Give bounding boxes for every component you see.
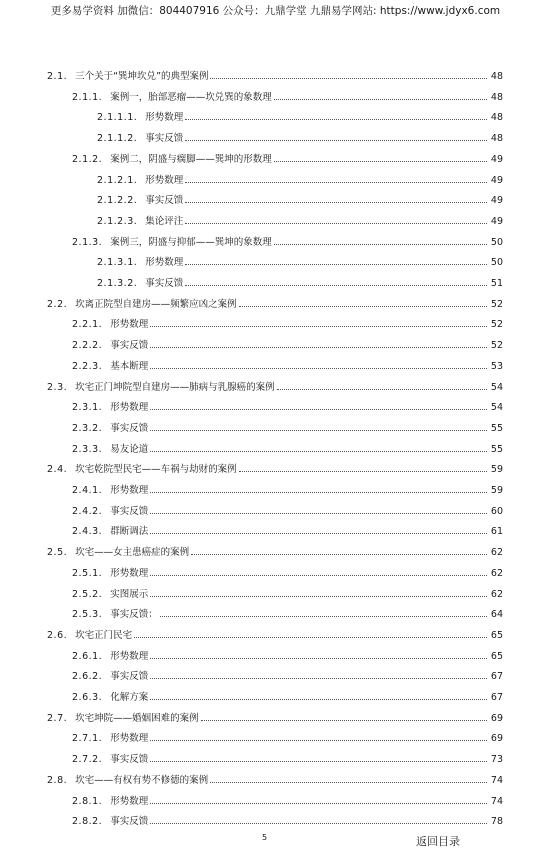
toc-entry-title: 形势数理: [110, 402, 149, 414]
toc-entry-title: 三个关于“巽坤坎兑”的典型案例: [75, 71, 209, 82]
toc-entry-title: 坎宅——有权有势不修德的案例: [75, 774, 209, 786]
toc-entry-page: 62: [490, 588, 503, 600]
toc-entry-page: 48: [490, 71, 503, 82]
toc-entry[interactable]: [97, 254, 503, 268]
toc-entry-number: 2.5.1.: [72, 567, 103, 579]
toc-entry-number: 2.1.1.1.: [97, 112, 138, 124]
toc-entry[interactable]: [72, 648, 503, 662]
toc-entry-number: 2.2.1.: [72, 319, 103, 331]
toc-entry-page: 59: [490, 485, 503, 496]
toc-entry-number: 2.7.1.: [72, 733, 103, 745]
toc-entry-number: 2.2.3.: [72, 360, 103, 372]
dot-leader: [150, 658, 487, 659]
toc-entry-number: 2.2.2.: [72, 340, 103, 352]
toc-entry[interactable]: [72, 689, 503, 703]
toc-entry-page: 67: [490, 692, 503, 703]
page-number: 5: [262, 833, 268, 842]
toc-entry[interactable]: [97, 275, 503, 289]
toc-entry-page: 69: [490, 733, 503, 745]
toc-entry-title: 形势数理: [145, 112, 184, 124]
toc-entry-page: 69: [490, 712, 503, 724]
toc-entry-title: 化解方案: [110, 692, 149, 703]
dot-leader: [150, 575, 487, 576]
toc-entry[interactable]: [72, 813, 503, 827]
dot-leader: [134, 637, 487, 638]
toc-entry-title: 形势数理: [110, 485, 149, 496]
dot-leader: [150, 513, 487, 514]
toc-entry-title: 群断调法: [110, 526, 149, 538]
toc-entry[interactable]: [97, 172, 503, 186]
toc-entry-title: 形势数理: [110, 650, 149, 662]
dot-leader: [150, 699, 487, 700]
toc-entry-number: 2.6.3.: [72, 692, 103, 703]
dot-leader: [277, 389, 487, 390]
dot-leader: [150, 740, 487, 741]
toc-entry[interactable]: [72, 399, 503, 413]
toc-entry-page: 54: [490, 402, 503, 414]
toc-entry[interactable]: [72, 606, 503, 620]
toc-entry-number: 2.4.: [47, 464, 68, 476]
toc-entry-number: 2.1.1.: [72, 91, 103, 103]
toc-entry-title: 实图展示: [110, 588, 149, 600]
page-header: 更多易学资料 加微信：804407916 公众号：九鼎学堂 九鼎易学网站: https://www.jdyx6.com: [50, 5, 501, 17]
toc-entry-number: 2.3.2.: [72, 422, 103, 434]
toc-entry-title: 事实反馈: [110, 340, 149, 352]
toc-entry-title: 形势数理: [110, 733, 149, 745]
toc-entry[interactable]: [72, 420, 503, 434]
toc-entry-title: 事实反馈：: [110, 609, 158, 621]
toc-entry-number: 2.1.2.1.: [97, 174, 138, 186]
toc-entry-page: 53: [490, 360, 503, 372]
toc-entry[interactable]: [97, 213, 503, 227]
dot-leader: [150, 533, 487, 534]
toc-entry-number: 2.3.3.: [72, 443, 103, 455]
toc-entry-title: 坎宅正门坤院型自建房——肺病与乳腺癌的案例: [75, 381, 275, 393]
dot-leader: [274, 99, 487, 100]
dot-leader: [185, 285, 487, 286]
back-to-contents-link[interactable]: 返回目录: [416, 835, 460, 848]
toc-entry[interactable]: [72, 151, 503, 165]
toc-entry-title: 易友论道: [110, 443, 149, 455]
toc-entry-title: 坎宅——女主患癌症的案例: [75, 547, 190, 559]
dot-leader: [185, 182, 487, 183]
toc-entry-title: 坎宅坤院——婚姻困难的案例: [75, 712, 199, 724]
toc-entry-number: 2.8.: [47, 774, 68, 786]
toc-entry-number: 2.1.2.2.: [97, 195, 138, 207]
toc-entry[interactable]: [47, 296, 503, 310]
toc-entry-title: 坎宅正门民宅: [75, 629, 133, 641]
toc-entry-number: 2.1.3.2.: [97, 278, 138, 289]
toc-entry-number: 2.4.3.: [72, 526, 103, 538]
toc-entry[interactable]: [72, 482, 503, 496]
toc-entry-page: 49: [490, 174, 503, 186]
toc-entry-title: 形势数理: [110, 567, 149, 579]
dot-leader: [274, 244, 487, 245]
toc-entry-page: 64: [490, 609, 503, 621]
dot-leader: [239, 471, 487, 472]
dot-leader: [274, 161, 487, 162]
toc-entry-title: 形势数理: [110, 795, 149, 807]
toc-entry-number: 2.3.1.: [72, 402, 103, 414]
toc-entry-title: 事实反馈: [145, 195, 184, 207]
toc-entry-page: 74: [490, 774, 503, 786]
toc-entry-number: 2.1.3.: [72, 236, 103, 248]
dot-leader: [150, 347, 487, 348]
dot-leader: [150, 492, 487, 493]
dot-leader: [150, 326, 487, 327]
toc-entry-number: 2.5.: [47, 547, 68, 559]
toc-entry-title: 案例一，胎部恶瘤——坎兑巽的象数理: [110, 91, 272, 103]
dot-leader: [239, 306, 487, 307]
toc-entry-page: 48: [490, 112, 503, 124]
toc-entry-title: 基本断理: [110, 360, 149, 372]
toc-entry[interactable]: [72, 337, 503, 351]
toc-entry-page: 50: [490, 236, 503, 248]
toc-entry-page: 52: [490, 319, 503, 331]
toc-entry[interactable]: [72, 751, 503, 765]
dot-leader: [150, 823, 487, 824]
toc-entry-number: 2.5.3.: [72, 609, 103, 621]
dot-leader: [210, 78, 487, 79]
toc-entry-number: 2.1.2.3.: [97, 215, 138, 227]
toc-entry-page: 60: [490, 505, 503, 517]
toc-entry[interactable]: [72, 316, 503, 330]
toc-entry-title: 坎离正院型自建房——频繁应凶之案例: [75, 298, 237, 310]
dot-leader: [185, 140, 487, 141]
toc-entry-page: 73: [490, 754, 503, 766]
toc-entry-number: 2.2.: [47, 298, 68, 310]
toc-entry-page: 65: [490, 650, 503, 662]
dot-leader: [150, 678, 487, 679]
toc-entry[interactable]: [97, 130, 503, 144]
toc-entry[interactable]: [47, 544, 503, 558]
toc-entry-page: 48: [490, 133, 503, 145]
toc-entry[interactable]: [72, 793, 503, 807]
dot-leader: [150, 368, 487, 369]
toc-entry-title: 事实反馈: [110, 754, 149, 766]
toc-entry-title: 案例二，阴盛与瘸脚——巽坤的形数理: [110, 153, 272, 165]
dot-leader: [150, 409, 487, 410]
toc-entry-number: 2.1.: [47, 71, 68, 82]
toc-entry-page: 49: [490, 153, 503, 165]
toc-entry-number: 2.1.1.2.: [97, 133, 138, 145]
toc-entry-title: 事实反馈: [110, 422, 149, 434]
toc-entry-title: 事实反馈: [110, 505, 149, 517]
toc-entry-page: 49: [490, 215, 503, 227]
toc-entry-number: 2.7.: [47, 712, 68, 724]
toc-entry-title: 事实反馈: [145, 133, 184, 145]
toc-entry-title: 事实反馈: [110, 671, 149, 683]
toc-entry-number: 2.8.2.: [72, 816, 103, 828]
toc-entry-title: 事实反馈: [110, 816, 149, 828]
toc-entry-title: 坎宅乾院型民宅——车祸与劫财的案例: [75, 464, 237, 476]
toc-entry-number: 2.3.: [47, 381, 68, 393]
dot-leader: [185, 223, 487, 224]
toc-entry-page: 59: [490, 464, 503, 476]
toc-entry-page: 55: [490, 422, 503, 434]
toc-entry-page: 52: [490, 298, 503, 310]
dot-leader: [185, 264, 487, 265]
toc-entry-number: 2.6.: [47, 629, 68, 641]
toc-entry-number: 2.8.1.: [72, 795, 103, 807]
dot-leader: [150, 451, 487, 452]
toc-entry-page: 62: [490, 547, 503, 559]
toc-entry[interactable]: [72, 503, 503, 517]
dot-leader: [150, 596, 487, 597]
toc-entry[interactable]: [47, 772, 503, 786]
toc-entry-page: 50: [490, 257, 503, 269]
dot-leader: [201, 720, 487, 721]
toc-entry[interactable]: [47, 710, 503, 724]
dot-leader: [185, 119, 487, 120]
dot-leader: [150, 803, 487, 804]
toc-entry[interactable]: [97, 109, 503, 123]
toc-entry-page: 49: [490, 195, 503, 207]
toc-entry[interactable]: [72, 565, 503, 579]
toc-entry-title: 形势数理: [110, 319, 149, 331]
toc-entry-number: 2.1.2.: [72, 153, 103, 165]
toc-entry-number: 2.7.2.: [72, 754, 103, 766]
toc-entry[interactable]: [47, 461, 503, 475]
dot-leader: [150, 761, 487, 762]
toc-entry-number: 2.6.1.: [72, 650, 103, 662]
dot-leader: [160, 616, 487, 617]
toc-entry[interactable]: [72, 89, 503, 103]
toc-entry-title: 形势数理: [145, 257, 184, 269]
toc-entry-page: 74: [490, 795, 503, 807]
toc-entry[interactable]: [47, 68, 503, 82]
toc-entry-page: 48: [490, 91, 503, 103]
toc-entry[interactable]: [72, 586, 503, 600]
toc-entry-page: 52: [490, 340, 503, 352]
dot-leader: [185, 202, 487, 203]
toc-entry[interactable]: [72, 668, 503, 682]
toc-entry-page: 61: [490, 526, 503, 538]
dot-leader: [191, 554, 487, 555]
toc-entry-page: 67: [490, 671, 503, 683]
toc-entry-number: 2.6.2.: [72, 671, 103, 683]
toc-entry[interactable]: [72, 523, 503, 537]
toc-entry-number: 2.1.3.1.: [97, 257, 138, 269]
toc-entry-page: 65: [490, 629, 503, 641]
toc-entry[interactable]: [47, 627, 503, 641]
toc-entry-title: 形势数理: [145, 174, 184, 186]
dot-leader: [210, 782, 487, 783]
toc-entry[interactable]: [72, 234, 503, 248]
toc-entry-title: 事实反馈: [145, 278, 184, 289]
toc-entry-number: 2.4.2.: [72, 505, 103, 517]
toc-entry-title: 集论评注: [145, 215, 184, 227]
toc-entry-page: 78: [490, 816, 503, 828]
toc-entry-number: 2.5.2.: [72, 588, 103, 600]
dot-leader: [150, 430, 487, 431]
toc-entry-page: 55: [490, 443, 503, 455]
toc-entry-page: 54: [490, 381, 503, 393]
toc-entry-title: 案例三，阴盛与抑郁——巽坤的象数理: [110, 236, 272, 248]
toc-entry[interactable]: [97, 192, 503, 206]
toc-entry[interactable]: [47, 379, 503, 393]
toc-entry-page: 62: [490, 567, 503, 579]
toc-entry-page: 51: [490, 278, 503, 289]
toc-entry[interactable]: [72, 358, 503, 372]
toc-entry[interactable]: [72, 730, 503, 744]
toc-entry[interactable]: [72, 441, 503, 455]
toc-entry-number: 2.4.1.: [72, 485, 103, 496]
